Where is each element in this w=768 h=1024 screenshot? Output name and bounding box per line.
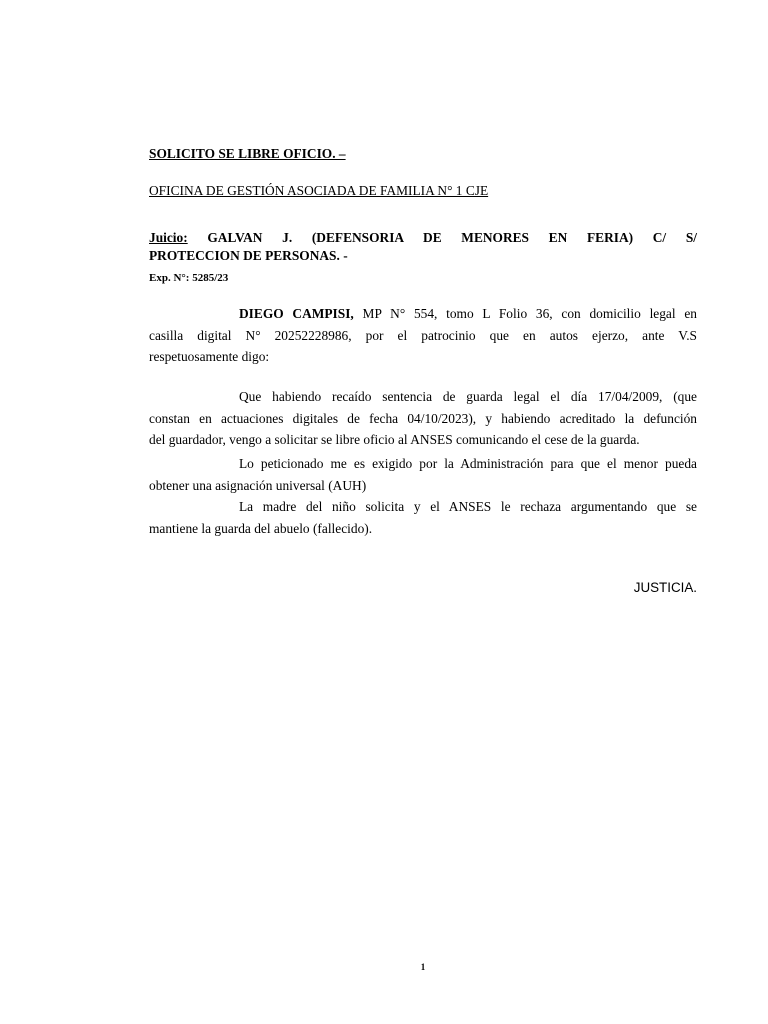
case-number: Exp. N°: 5285/23 [149, 272, 229, 284]
intro-line-2: casilla digital N° 20252228986, por el patrocinio que en autos ejerzo, ante V.S [149, 327, 697, 343]
body-paragraph-3 [149, 496, 697, 539]
body-paragraph-3-line-1: La madre del niño solicita y el ANSES le rechaza argumentando que se [239, 499, 697, 514]
body-paragraph-1-line-2: constan en actuaciones digitales de fecha 04/10/2023), y habiendo acreditado la defunción [149, 410, 697, 426]
intro-line-1-rest: MP N° 554, tomo L Folio 36, con domicilio legal en [353, 306, 697, 321]
body-paragraph-1 [149, 386, 697, 451]
intro-line-1 [149, 303, 697, 325]
page-number: 1 [420, 962, 426, 972]
case-title-line1: GALVAN J. (DEFENSORIA DE MENORES EN FERIA) C/ S/ [207, 230, 697, 245]
intro-line-3: respetuosamente digo: [149, 349, 270, 364]
document-page [149, 0, 697, 1024]
office-heading: OFICINA DE GESTIÓN ASOCIADA DE FAMILIA N° 1 CJE [149, 183, 489, 198]
case-label: Juicio: [149, 230, 188, 245]
body-paragraph-3-line-2: mantiene la guarda del abuelo (fallecido). [149, 520, 373, 536]
case-title-line2: PROTECCION DE PERSONAS. - [149, 248, 348, 263]
body-paragraph-2 [149, 453, 697, 496]
body-paragraph-2-line-2: obtener una asignación universal (AUH) [149, 477, 367, 493]
case-heading [149, 227, 697, 248]
closing-justicia: JUSTICIA. [633, 580, 697, 595]
body-paragraph-2-line-1: Lo peticionado me es exigido por la Administración para que el menor pueda [239, 456, 697, 471]
intro-paragraph [149, 303, 697, 368]
body-paragraph-1-line-3: del guardador, vengo a solicitar se libre oficio al ANSES comunicando el cese de la guarda. [149, 432, 640, 447]
body-paragraph-1-line-1: Que habiendo recaído sentencia de guarda legal el día 17/04/2009, (que [239, 389, 697, 404]
attorney-name: DIEGO CAMPISI, [239, 306, 354, 321]
document-title: SOLICITO SE LIBRE OFICIO. – [149, 146, 346, 161]
